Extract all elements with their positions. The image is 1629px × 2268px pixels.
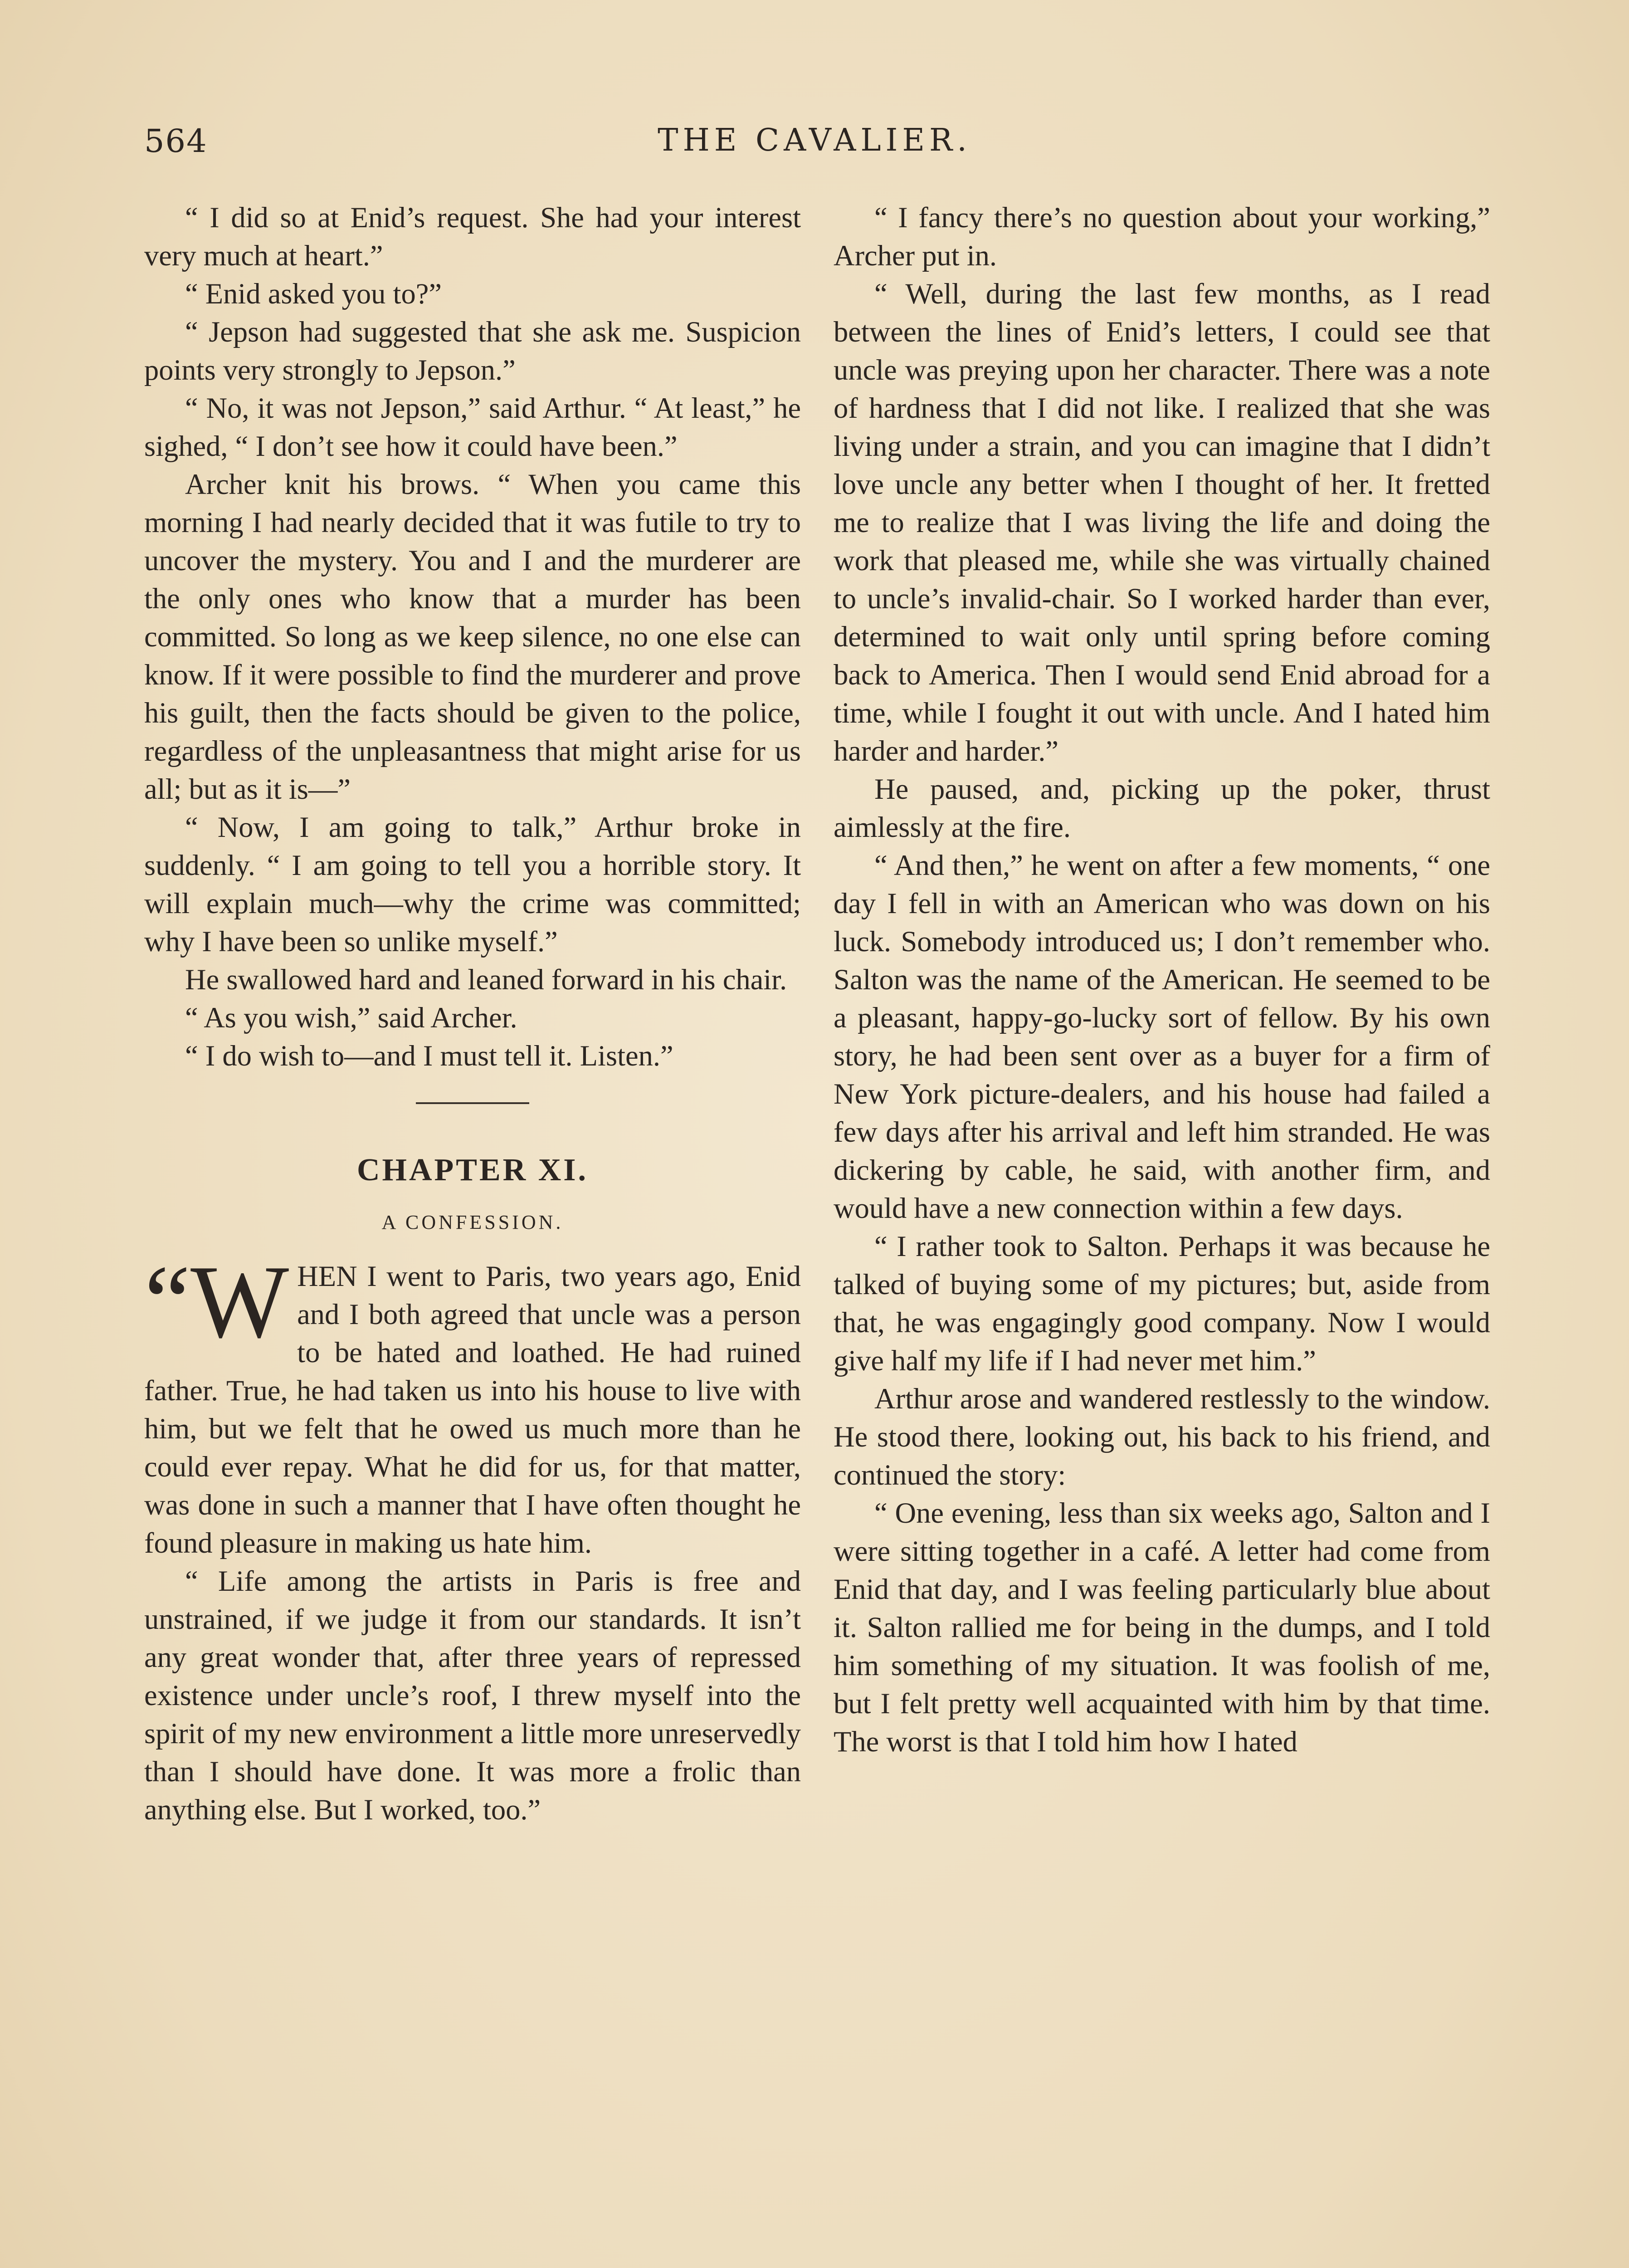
- paragraph: “ No, it was not Jepson,” said Arthur. “ At least,” he sighed, “ I don’t see how it could have been.”: [144, 392, 801, 462]
- section-divider: [416, 1102, 529, 1104]
- paragraph: Arthur arose and wandered restlessly to the window. He stood there, looking out, his back to his friend, and continued the story:: [834, 1383, 1490, 1491]
- paragraph: “ As you wish,” said Archer.: [185, 1002, 517, 1034]
- paragraph: “ I did so at Enid’s request. She had your interest very much at heart.”: [144, 201, 801, 272]
- opening-text: HEN I went to Paris, two years ago, Enid and I both agreed that uncle was a person to be hated and loathed. He had ruined father. True, he had taken us into his house to live with him, but we felt that he owed us much more than he could ever repay. What he did for us, for that matter, was done in such a manner that I have often thought he found pleasure in making us hate him.: [144, 1260, 801, 1559]
- paragraph: “ I do wish to—and I must tell it. Listen.”: [185, 1040, 673, 1072]
- paragraph: “ Life among the artists in Paris is free and unstrained, if we judge it from our standards. It isn’t any great wonder that, after three years of repressed existence under uncle’s roof, I threw myself into the spirit of my new environment a little more unreservedly than I should have done. It was more a frolic than anything else. But I worked, too.”: [144, 1565, 801, 1826]
- paragraph: “ Jepson had suggested that she ask me. Suspicion points very strongly to Jepson.”: [144, 316, 801, 386]
- chapter-subtitle: A CONFESSION.: [381, 1211, 564, 1233]
- paragraph: “ And then,” he went on after a few moments, “ one day I fell in with an American who was down on his luck. Somebody introduced us; I don’t remember who. Salton was the name of the American. He seemed to be a pleasant, happy-go-lucky sort of fellow. By his own story, he had been sent over as a buyer for a firm of New York picture-dealers, and his house had failed a few days after his arrival and left him stranded. He was dickering by cable, he said, with another firm, and would have a new connection within a few days.: [834, 849, 1490, 1224]
- paragraph: He paused, and, picking up the poker, thrust aimlessly at the fire.: [834, 773, 1490, 843]
- paragraph: “ Well, during the last few months, as I read between the lines of Enid’s letters, I could see that uncle was preying upon her character. There was a note of hardness that I did not like. I realized that she was living under a strain, and you can imagine that I didn’t love uncle any better when I thought of her. It fretted me to realize that I was living the life and doing the work that pleased me, while she was virtually chained to uncle’s invalid-chair. So I worked harder than ever, determined to wait only until spring before coming back to America. Then I would send Enid abroad for a time, while I fought it out with uncle. And I hated him harder and harder.”: [834, 278, 1490, 767]
- right-column: [834, 199, 1490, 1761]
- paragraph: “ One evening, less than six weeks ago, Salton and I were sitting together in a café. A letter had come from Enid that day, and I was feeling particularly blue about it. Salton rallied me for being in the dumps, and I told him something of my situation. It was foolish of me, but I felt pretty well acquainted with him by that time. The worst is that I told him how I hated: [834, 1497, 1490, 1758]
- paragraph: “ Now, I am going to talk,” Arthur broke in suddenly. “ I am going to tell you a horrible story. It will explain much—why the crime was committed; why I have been so unlike myself.”: [144, 811, 801, 958]
- running-head: THE CAVALIER.: [658, 122, 971, 158]
- paragraph: “ Enid asked you to?”: [185, 278, 442, 310]
- page-number: 564: [144, 122, 208, 160]
- paragraph: He swallowed hard and leaned forward in his chair.: [185, 963, 787, 996]
- chapter-heading: CHAPTER XI.: [356, 1153, 589, 1188]
- paragraph: “ I fancy there’s no question about your working,” Archer put in.: [834, 201, 1490, 272]
- drop-cap: “W: [144, 1244, 289, 1359]
- paragraph: “ I rather took to Salton. Perhaps it was because he talked of buying some of my pictures; but, aside from that, he was engagingly good company. Now I would give half my life if I had never met him.”: [834, 1230, 1490, 1377]
- left-column: [144, 199, 801, 1829]
- paragraph: Archer knit his brows. “ When you came this morning I had nearly decided that it was futile to try to uncover the mystery. You and I and the murderer are the only ones who know that a murder has been committed. So long as we keep silence, no one else can know. If it were possible to find the murderer and prove his guilt, then the facts should be given to the police, regardless of the unpleasantness that might arise for us all; but as it is—”: [144, 468, 801, 805]
- chapter-opening-paragraph: [144, 1244, 801, 1562]
